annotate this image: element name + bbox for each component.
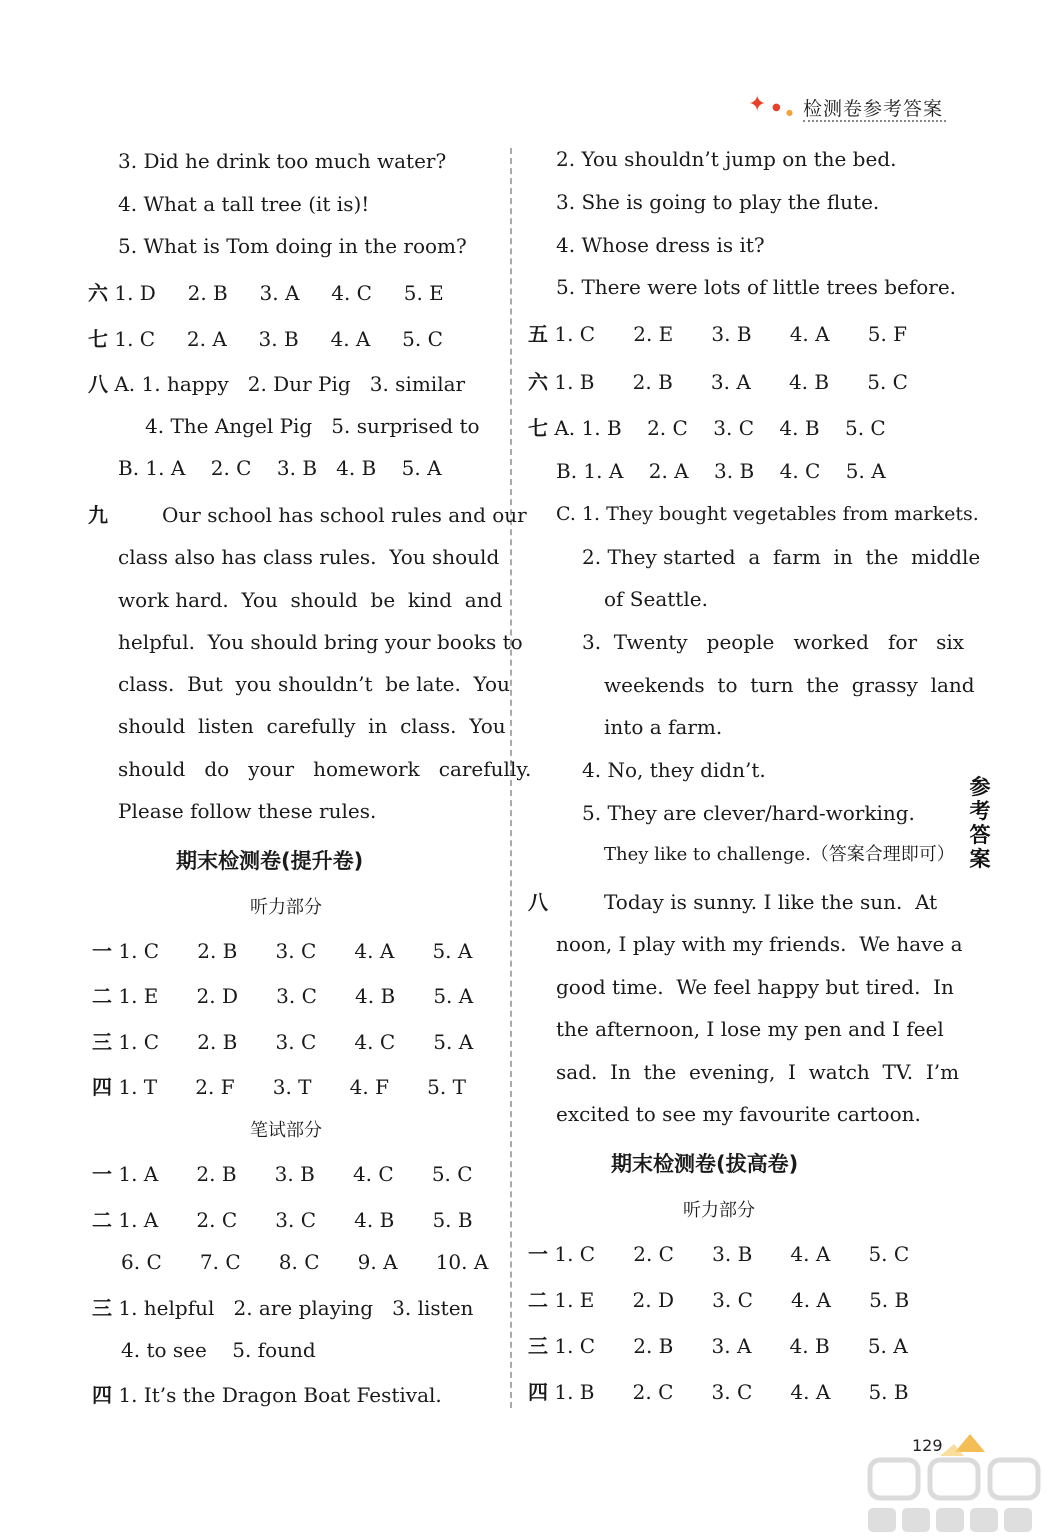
side-tab-label — [965, 775, 995, 871]
answer-line — [92, 1208, 473, 1232]
essay-line: Our school has school rules and our — [162, 503, 527, 527]
subsection-heading: 笔试部分 — [250, 1120, 322, 1141]
answer-text: A. 1. happy 2. Dur Pig 3. similar — [114, 372, 466, 396]
answer-text: 1. helpful 2. are playing 3. listen — [118, 1296, 474, 1320]
answer-text: 1. E 2. D 3. C 4. B 5. A — [118, 984, 474, 1008]
answer-line — [92, 1383, 442, 1407]
essay-line: should listen carefully in class. You — [118, 714, 506, 738]
answer-text: 1. C 2. A 3. B 4. A 5. C — [114, 327, 443, 351]
dot-icon: ● — [786, 108, 793, 117]
answer-line: weekends to turn the grassy land — [604, 673, 975, 697]
answer-line — [92, 1162, 473, 1186]
section-number: 二 — [92, 1208, 112, 1232]
answer-line: 5. There were lots of little trees before. — [556, 275, 957, 299]
answer-line: 6. C 7. C 8. C 9. A 10. A — [121, 1250, 489, 1274]
subsection-heading: 听力部分 — [683, 1200, 755, 1221]
answer-text: 1. D 2. B 3. A 4. C 5. E — [114, 281, 444, 305]
answer-line — [92, 1296, 473, 1320]
section-number: 一 — [528, 1242, 548, 1266]
answer-line — [92, 1030, 473, 1054]
essay-line: helpful. You should bring your books to — [118, 630, 523, 654]
page-number: 129 — [912, 1436, 943, 1455]
answer-text: 1. C 2. C 3. B 4. A 5. C — [554, 1242, 910, 1266]
essay-line: excited to see my favourite cartoon. — [556, 1102, 921, 1126]
section-number: 七 — [528, 416, 548, 440]
answer-line: 4. The Angel Pig 5. surprised to — [145, 414, 480, 438]
answer-line: into a farm. — [604, 715, 723, 739]
answer-line — [88, 281, 444, 305]
section-number: 三 — [528, 1334, 548, 1358]
dot-icon: ● — [772, 102, 781, 113]
section-number: 七 — [88, 327, 108, 351]
answer-line — [528, 1242, 909, 1266]
section-number: 六 — [88, 281, 108, 305]
answer-text: 1. A 2. C 3. C 4. B 5. B — [118, 1208, 473, 1232]
answer-text: 1. B 2. C 3. C 4. A 5. B — [554, 1380, 909, 1404]
section-heading: 期末检测卷(提升卷) — [176, 849, 364, 873]
essay-line: should do your homework carefully. — [118, 757, 532, 781]
answer-line: C. 1. They bought vegetables from markets. — [556, 503, 979, 525]
essay-line: work hard. You should be kind and — [118, 588, 503, 612]
answer-text: 1. A 2. B 3. B 4. C 5. C — [118, 1162, 473, 1186]
section-number: 三 — [92, 1030, 112, 1054]
answer-text: 1. B 2. B 3. A 4. B 5. C — [554, 370, 908, 394]
answer-line: B. 1. A 2. C 3. B 4. B 5. A — [118, 456, 442, 480]
answer-text: 1. It’s the Dragon Boat Festival. — [118, 1383, 442, 1407]
side-tab-text: 参考答案 — [969, 775, 991, 871]
answer-line — [88, 327, 443, 351]
answer-text: A. 1. B 2. C 3. C 4. B 5. C — [554, 416, 886, 440]
answer-line — [92, 1075, 466, 1099]
section-number: 四 — [92, 1075, 112, 1099]
answer-line: 4. No, they didn’t. — [582, 758, 766, 782]
answer-text: 1. C 2. E 3. B 4. A 5. F — [554, 322, 908, 346]
answer-line — [88, 372, 465, 396]
answer-text: 1. C 2. B 3. C 4. C 5. A — [118, 1030, 474, 1054]
answer-text: 1. C 2. B 3. A 4. B 5. A — [554, 1334, 908, 1358]
essay-line: the afternoon, I lose my pen and I feel — [556, 1017, 944, 1041]
essay-line: good time. We feel happy but tired. In — [556, 975, 954, 999]
answer-line — [528, 322, 907, 346]
header-underline — [803, 120, 946, 122]
section-number: 五 — [528, 322, 548, 346]
section-number-line — [528, 890, 548, 914]
section-number: 八 — [88, 372, 108, 396]
section-number: 九 — [88, 503, 108, 527]
answer-line: 4. What a tall tree (it is)! — [118, 192, 370, 216]
answer-text: 1. T 2. F 3. T 4. F 5. T — [118, 1075, 466, 1099]
answer-line: 5. They are clever/hard-working. — [582, 801, 915, 825]
section-number: 六 — [528, 370, 548, 394]
star-icon: ✦ — [748, 92, 767, 117]
essay-line: noon, I play with my friends. We have a — [556, 932, 963, 956]
answer-line: 4. Whose dress is it? — [556, 233, 765, 257]
section-number: 一 — [92, 1162, 112, 1186]
essay-line: class also has class rules. You should — [118, 545, 500, 569]
answer-line — [528, 416, 886, 440]
answer-line — [528, 1380, 909, 1404]
answer-line: B. 1. A 2. A 3. B 4. C 5. A — [556, 459, 886, 483]
subsection-heading: 听力部分 — [250, 897, 322, 918]
answer-line: 4. to see 5. found — [121, 1338, 316, 1362]
answer-line: They like to challenge.（答案合理即可） — [604, 844, 955, 865]
answer-line: 2. You shouldn’t jump on the bed. — [556, 147, 897, 171]
answer-line: 3. She is going to play the flute. — [556, 190, 880, 214]
answer-line: 5. What is Tom doing in the room? — [118, 234, 467, 258]
essay-line: Please follow these rules. — [118, 799, 377, 823]
essay-line: Today is sunny. I like the sun. At — [604, 890, 938, 914]
section-number: 二 — [92, 984, 112, 1008]
section-heading: 期末检测卷(拔高卷) — [611, 1152, 799, 1176]
essay-line: class. But you shouldn’t be late. You — [118, 672, 510, 696]
answer-line: 3. Did he drink too much water? — [118, 149, 447, 173]
watermark-logo — [860, 1430, 1060, 1536]
answer-line: 3. Twenty people worked for six — [582, 630, 965, 654]
section-number-line — [88, 503, 108, 527]
section-number: 四 — [92, 1383, 112, 1407]
answer-line: 2. They started a farm in the middle — [582, 545, 981, 569]
answer-line — [528, 370, 908, 394]
answer-line — [92, 984, 473, 1008]
essay-line: sad. In the evening, I watch TV. I’m — [556, 1060, 960, 1084]
answer-text: 1. C 2. B 3. C 4. A 5. A — [118, 939, 473, 963]
answer-text: 1. E 2. D 3. C 4. A 5. B — [554, 1288, 910, 1312]
header-title: 检测卷参考答案 — [803, 98, 944, 120]
answer-line — [92, 939, 472, 963]
answer-line: of Seattle. — [604, 587, 708, 611]
section-number: 八 — [528, 890, 548, 914]
section-number: 三 — [92, 1296, 112, 1320]
section-number: 四 — [528, 1380, 548, 1404]
section-number: 二 — [528, 1288, 548, 1312]
section-number: 一 — [92, 939, 112, 963]
answer-line — [528, 1288, 909, 1312]
answer-line — [528, 1334, 908, 1358]
